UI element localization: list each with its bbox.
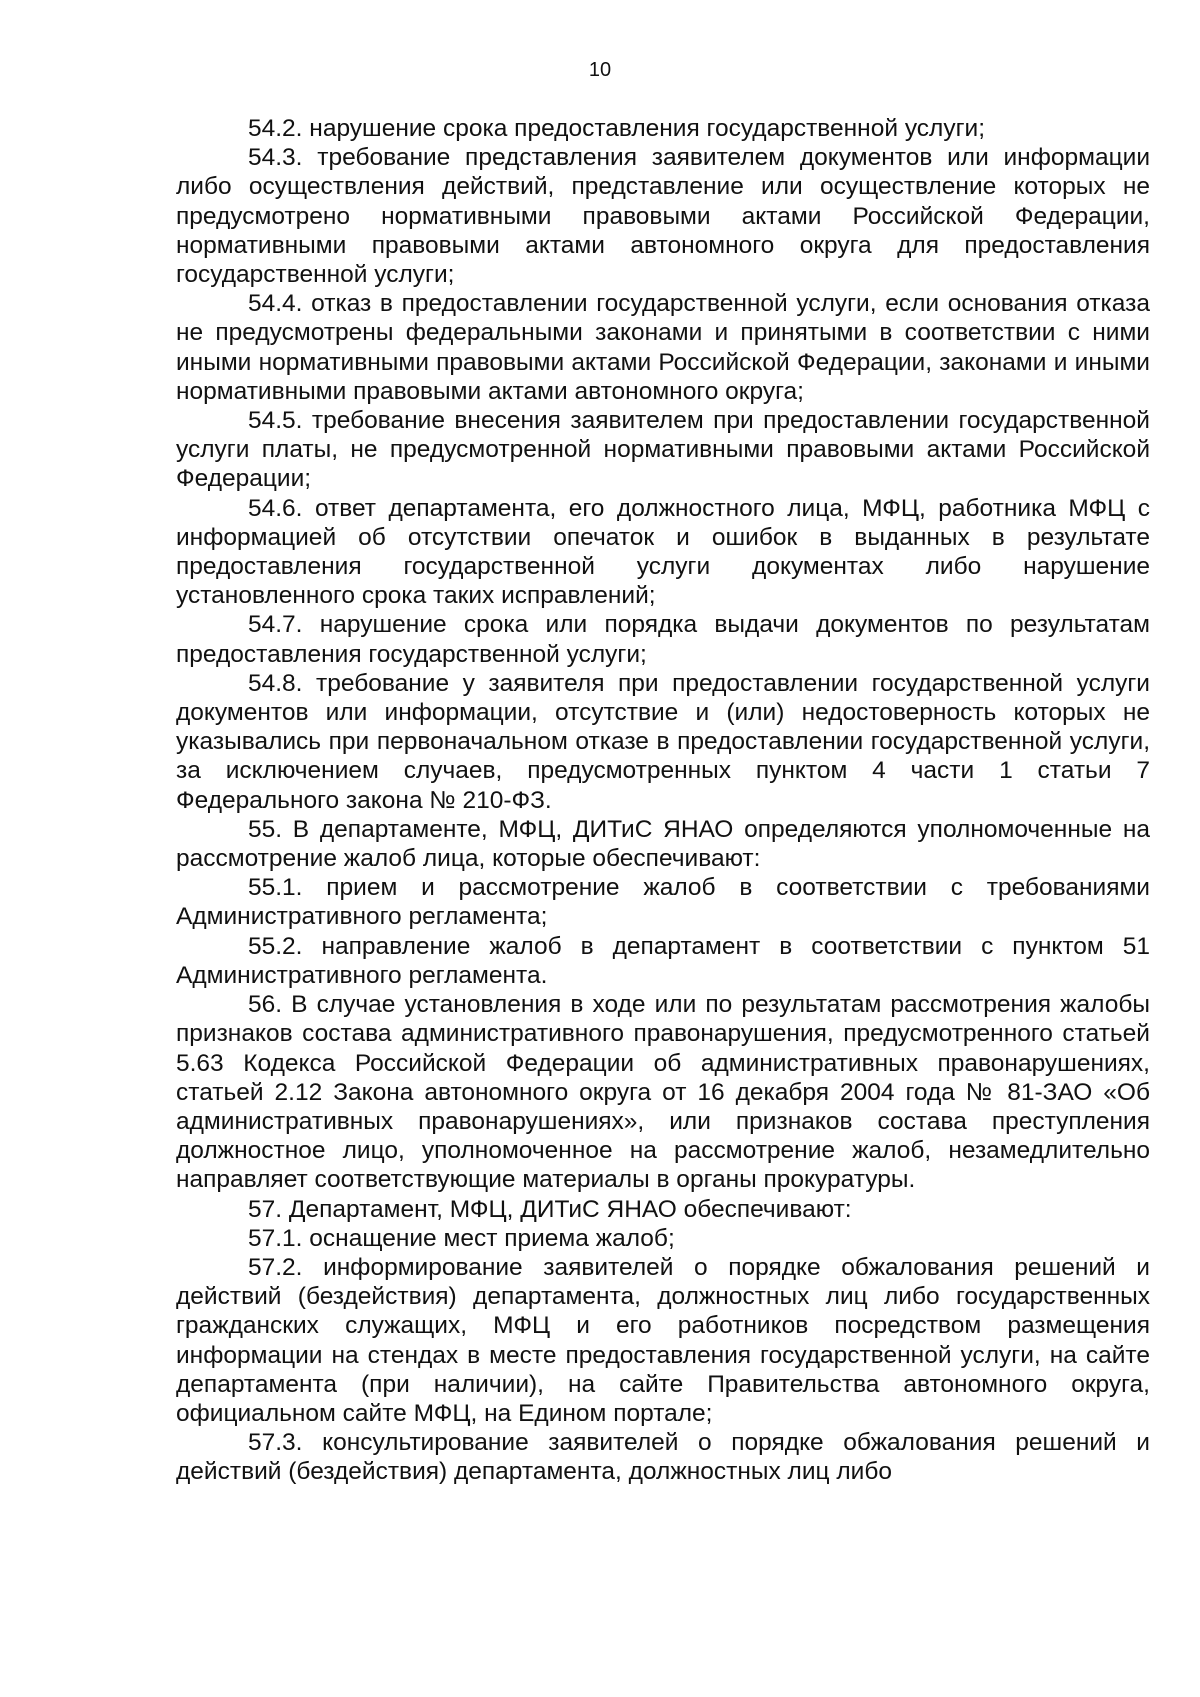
paragraph-55: 55. В департаменте, МФЦ, ДИТиС ЯНАО определяются уполномоченные на рассмотрение жалоб лица, которые обеспечивают:	[176, 815, 1150, 873]
paragraph-55-1: 55.1. прием и рассмотрение жалоб в соответствии с требованиями Административного регламента;	[176, 874, 1150, 931]
paragraph-54-2: 54.2. нарушение срока предоставления государственной услуги;	[248, 115, 986, 142]
paragraph-54-5: 54.5. требование внесения заявителем при предоставлении государственной услуги платы, не предусмотренной нормативными правовыми актами Российской Федерации;	[176, 407, 1150, 493]
paragraph-54-8: 54.8. требование у заявителя при предоставлении государственной услуги документов или информации, отсутствие и (или) недостоверность которых не указывались при первоначальном отказе в предоставлении государственной услуги, за исключением случаев, предусмотренных пунктом 4 части 1 статьи 7 Федерального закона № 210-ФЗ.	[176, 669, 1150, 814]
paragraph-54-3: 54.3. требование представления заявителем документов или информации либо осуществления действий, представление или осуществление которых не предусмотрено нормативными правовыми актами Российской Федерации, нормативными правовыми актами автономного округа для предоставления государственной услуги;	[176, 144, 1150, 289]
paragraph-54-4: 54.4. отказ в предоставлении государственной услуги, если основания отказа не предусмотрены федеральными законами и принятыми в соответствии с ними иными нормативными правовыми актами Российской Федерации, законами и иными нормативными правовыми актами автономного округа;	[176, 290, 1150, 405]
paragraph-56: 56. В случае установления в ходе или по результатам рассмотрения жалобы признаков состава административного правонарушения, предусмотренного статьей 5.63 Кодекса Российской Федерации об административных правонарушениях, статьей 2.12 Закона автономного округа от 16 декабря 2004 года № 81-ЗАО «Об административных правонарушениях», или признаков состава преступления должностное лицо, уполномоченное на рассмотрение жалоб, незамедлительно направляет соответствующие материалы в органы прокуратуры.	[176, 991, 1150, 1194]
paragraph-54-7: 54.7. нарушение срока или порядка выдачи документов по результатам предоставления государственной услуги;	[176, 611, 1150, 668]
paragraph-54-6: 54.6. ответ департамента, его должностного лица, МФЦ, работника МФЦ с информацией об отсутствии опечаток и ошибок в выданных в результате предоставления государственной услуги документах либо нарушение установленного срока таких исправлений;	[176, 494, 1150, 610]
paragraph-55-2: 55.2. направление жалоб в департамент в соответствии с пунктом 51 Административного регламента.	[176, 932, 1150, 989]
paragraph-57-3: 57.3. консультирование заявителей о порядке обжалования решений и действий (бездействия) департамента, должностных лиц либо	[176, 1429, 1150, 1486]
document-body	[176, 114, 1150, 1487]
page-number: 10	[588, 59, 612, 81]
paragraph-57: 57. Департамент, МФЦ, ДИТиС ЯНАО обеспечивают:	[248, 1195, 852, 1223]
paragraph-57-1: 57.1. оснащение мест приема жалоб;	[248, 1224, 675, 1252]
paragraph-57-2: 57.2. информирование заявителей о порядке обжалования решений и действий (бездействия) департамента, должностных лиц либо государственных гражданских служащих, МФЦ и его работников посредством размещения информации на стендах в месте предоставления государственной услуги, на сайте департамента (при наличии), на сайте Правительства автономного округа, официальном сайте МФЦ, на Едином портале;	[176, 1253, 1150, 1427]
